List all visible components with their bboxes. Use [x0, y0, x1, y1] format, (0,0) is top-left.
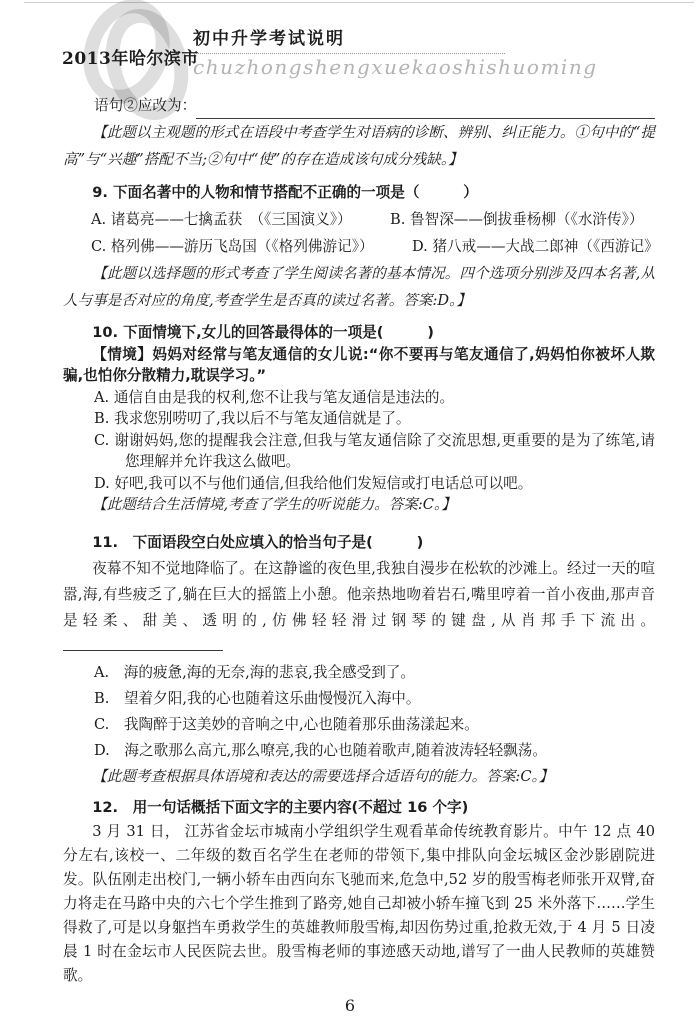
question-11-option-d: D. 海之歌那么高亢,那么嘹亮,我的心也随着歌声,随着波涛轻轻飘荡。 [94, 741, 547, 759]
question-11-passage [63, 556, 655, 660]
question-9-options-row-2 [63, 233, 659, 260]
question-11-passage-text: 夜幕不知不觉地降临了。在这静谧的夜色里,我独自漫步在松软的沙滩上。经过一天的喧嚣,海,有些疲乏了,躺在巨大的摇篮上小憩。他亲热地吻着岩石,嘴里哼着一首小夜曲,那声音是轻柔、甜美、透明的,仿佛轻轻滑过钢琴的键盘,从肖邦手下流出。 [63, 559, 655, 629]
question-9-stem: 9. 下面名著中的人物和情节搭配不正确的一项是（ ） [92, 184, 478, 201]
question-10-option-c: C. 谢谢妈妈,您的提醒我会注意,但我与笔友通信除了交流思想,更重要的是为了练笔,请您理解并允许我这么做吧。 [94, 431, 655, 470]
answer-blank-line [196, 97, 655, 119]
commentary-note-fill-in: 【此题以主观题的形式在语段中考查学生对语病的诊断、辨别、纠正能力。①句中的“提高”与“兴趣”搭配不当;②句中“使”的存在造成该句成分残缺。】 [63, 124, 655, 168]
question-9-option-b: B. 鲁智深——倒拔垂杨柳（《水浒传》） [390, 211, 644, 228]
title-block [193, 24, 598, 79]
question-10-option-d: D. 好吧,我可以不与他们通信,但我给他们发短信或打电话总可以吧。 [94, 474, 533, 492]
commentary-note-q10: 【此题结合生活情境,考查了学生的听说能力。答案:C。】 [92, 496, 456, 513]
dotted-divider [193, 53, 505, 54]
commentary-note-q11: 【此题考查根据具体语境和表达的需要选择合适语句的能力。答案:C。】 [92, 767, 554, 785]
document-title: 初中升学考试说明 [193, 29, 345, 49]
year-city-label: 2013年哈尔滨市 [62, 49, 199, 69]
question-12 [63, 796, 655, 988]
question-10-situation: 【情境】妈妈对经常与笔友通信的女儿说:“你不要再与笔友通信了,妈妈怕你被坏人欺骗,也怕你分散精力,耽误学习。” [63, 345, 655, 384]
question-9-option-a: A. 诸葛亮——七擒孟获 （《三国演义》） [91, 211, 352, 228]
question-11-option-a: A. 海的疲惫,海的无奈,海的悲哀,我全感受到了。 [94, 663, 415, 681]
question-9-options-row-1 [63, 206, 655, 233]
question-11-option-b: B. 望着夕阳,我的心也随着这乐曲慢慢沉入海中。 [94, 689, 421, 707]
question-10-stem: 10. 下面情境下,女儿的回答最得体的一项是( ) [92, 324, 434, 341]
question-9-option-c: C. 格列佛——游历飞岛国（《格列佛游记》） [91, 238, 374, 255]
question-10-option-b: B. 我求您别唠叨了,我以后不与笔友通信就是了。 [94, 410, 411, 427]
page-footer [0, 996, 700, 1016]
question-10 [63, 322, 655, 516]
fill-in-label: 语句②应改为： [94, 97, 197, 114]
question-11-stem: 11. 下面语段空白处应填入的恰当句子是( ) [92, 533, 424, 551]
page-content [63, 92, 659, 988]
question-9-option-d: D. 猪八戒——大战二郎神（《西游记》 [412, 238, 659, 255]
document-title-pinyin: chuzhongshengxuekaoshishuoming [193, 55, 598, 79]
question-11 [63, 530, 655, 790]
question-12-stem: 12. 用一句话概括下面文字的主要内容(不超过 16 个字) [92, 798, 469, 816]
question-12-passage: 3 月 31 日， 江苏省金坛市城南小学组织学生观看革命传统教育影片。中午 12 点 40 分左右,该校一、二年级的数百名学生在老师的带领下,集中排队向金坛城区金沙影剧院进发。队伍刚走出校门,一辆小轿车由西向东飞驰而来,危急中,52 岁的殷雪梅老师张开双臂,奋力将走在马路中央的六七个学生推到了路旁,她自己却被小轿车撞飞到 25 米外落下……学生得救了,可是以身躯挡车勇救学生的英雄教师殷雪梅,却因伤势过重,抢救无效,于 4 月 5 日凌晨 1 时在金坛市人民医院去世。殷雪梅老师的事迹感天动地,谱写了一曲人民教师的英雄赞歌。 [63, 822, 655, 984]
page-header [0, 0, 700, 92]
question-11-option-c: C. 我陶醉于这美妙的音响之中,心也随着那乐曲荡漾起来。 [94, 715, 479, 733]
passage-blank-line [63, 635, 223, 651]
page-number: 6 [344, 995, 356, 1015]
question-10-option-a: A. 通信自由是我的权利,您不让我与笔友通信是违法的。 [94, 388, 455, 406]
commentary-note-q9: 【此题以选择题的形式考查了学生阅读名著的基本情况。四个选项分别涉及四本名著,从人与事是否对应的角度,考查学生是否真的读过名著。答案:D。】 [63, 265, 655, 309]
question-9 [63, 179, 659, 314]
